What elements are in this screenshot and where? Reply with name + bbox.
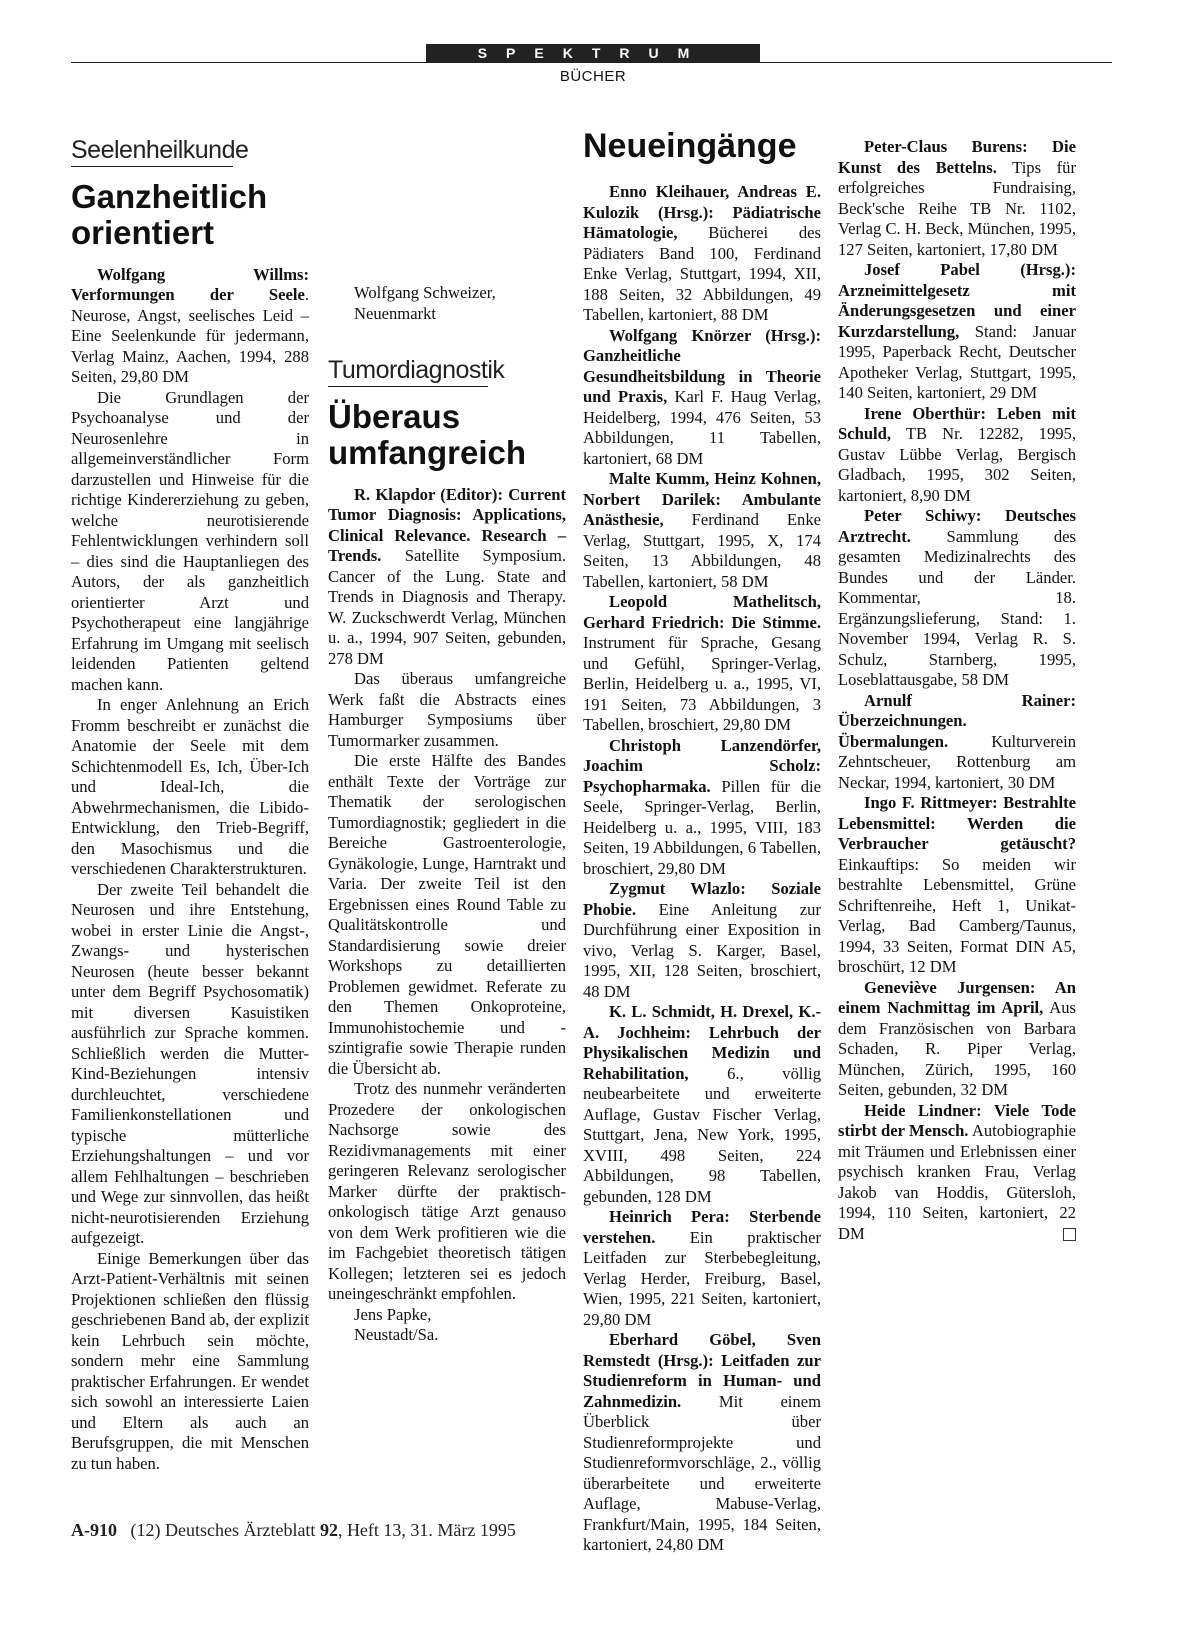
neueingaenge-list-part2	[838, 137, 1076, 1244]
article2-paragraph-3: Trotz des nunmehr veränderten Prozedere der onkologischen Nachsorge sowie des Rezidivmanagements mit einer geringeren Relevanz serologischer Marker dürfte der praktisch-onkologisch tätige Arzt genauso von dem Werk profitieren wie die im Fachgebiet theoretisch tätigen Kollegen; letzteren sei es jedoch uneingeschränkt empfohlen.	[328, 1079, 566, 1303]
book-entry	[838, 137, 1076, 260]
book-entry-title: Zygmut Wlazlo: Soziale Phobie.	[583, 879, 821, 919]
article2-headline-line2: umfangreich	[328, 433, 527, 471]
page-footer	[71, 1520, 516, 1541]
book-entry	[583, 326, 821, 470]
book-entry	[838, 506, 1076, 691]
book-entry-details: Aus dem Französischen von Barbara Schaden, R. Piper Verlag, München, Zürich, 1995, 160 Seiten, gebunden, 32 DM	[838, 998, 1076, 1099]
book-entry-title: Irene Oberthür: Leben mit Schuld,	[838, 403, 1076, 443]
book-entry-title: Christoph Lanzendörfer, Joachim Scholz: Psychopharmaka.	[583, 735, 821, 796]
book-entry	[838, 691, 1076, 794]
column-3	[583, 128, 821, 1556]
book-entry-title: Geneviève Jurgensen: An einem Nachmittag im April,	[838, 977, 1076, 1017]
subsection-label: BÜCHER	[559, 68, 627, 85]
book-entry	[583, 879, 821, 1002]
article1-paragraph-1: Die Grundlagen der Psychoanalyse und der Neurosenlehre in allgemeinverständlicher Form darzustellen und Hinweise für die richtige Kindererziehung zu geben, welche neurotisierende Fehlentwicklungen verhindern soll – dies sind die Hauptanliegen des Autors, der als ganzheitlich orientierter Arzt und Psychotherapeut eine langjährige Erfahrung im Umgang mit seelisch leidenden Patienten geltend machen kann.	[71, 387, 309, 694]
article1-paragraph-4: Einige Bemerkungen über das Arzt-Patient-Verhältnis mit seinen Projektionen schließen den flüssig geschriebenen Band ab, der explizit kein Lehrbuch sein möchte, sondern mehr eine Sammlung praktischer Erfahrungen. Er wendet sich sowohl an interessierte Laien und Eltern als auch an Berufsgruppen, die mit Menschen zu tun haben.	[71, 1248, 309, 1473]
book-entry-details: Instrument für Sprache, Gesang und Gefühl, Springer-Verlag, Berlin, Heidelberg u. a., 1995, VI, 191 Seiten, 73 Abbildungen, 3 Tabellen, broschiert, 29,80 DM	[583, 633, 821, 734]
book-entry-details: 6., völlig neubearbeitete und erweiterte Auflage, Gustav Fischer Verlag, Stuttgart, Jena, New York, 1995, XVIII, 498 Seiten, 224 Abbildungen, 98 Tabellen, gebunden, 128 DM	[583, 1063, 821, 1206]
column-1	[71, 136, 309, 1474]
article1-ref-title: Wolfgang Willms: Verformungen der Seele	[71, 264, 309, 304]
book-entry	[838, 978, 1076, 1101]
neueingaenge-list-part1	[583, 182, 821, 1556]
book-entry-title: Peter-Claus Burens: Die Kunst des Bettelns.	[838, 137, 1076, 177]
article2-author: Jens Papke,	[354, 1304, 432, 1324]
book-entry	[838, 1101, 1076, 1245]
article1-place: Neuenmarkt	[354, 303, 437, 323]
article2-headline-line1: Überaus	[328, 397, 461, 435]
book-entry-title: Ingo F. Rittmeyer: Bestrahlte Lebensmittel: Werden die Verbraucher getäuscht?	[838, 793, 1076, 853]
book-entry-details: Ein praktischer Leitfaden zur Sterbebegleitung, Verlag Herder, Freiburg, Basel, Wien, 1995, 221 Seiten, kartoniert, 29,80 DM	[583, 1227, 821, 1329]
issue-suffix: , Heft 13, 31. März 1995	[337, 1520, 516, 1540]
article2-ref-details: Satellite Symposium. Cancer of the Lung. State and Trends in Diagnosis and Therapy. W. Zuckschwerdt Verlag, München u. a., 1994, 907 Seiten, gebunden, 278 DM	[328, 546, 566, 668]
book-entry-details: Sammlung des gesamten Medizinalrechts des Bundes und der Länder. Kommentar, 18. Ergänzungslieferung, Stand: 1. November 1994, Verlag R. S. Schulz, Starnberg, 1995, Loseblattausgabe, 58 DM	[838, 526, 1076, 689]
article2-paragraph-1: Das überaus umfangreiche Werk faßt die Abstracts eines Hamburger Symposiums über Tumormarker zusammen.	[328, 669, 566, 750]
article1-headline-line2: orientiert	[71, 213, 215, 251]
book-entry-title: Leopold Mathelitsch, Gerhard Friedrich: Die Stimme.	[583, 592, 821, 632]
book-entry	[583, 1002, 821, 1207]
article1-headline-line1: Ganzheitlich	[71, 177, 268, 215]
article1-ref-details: . Neurose, Angst, seelisches Leid – Eine Seelenkunde für jedermann, Verlag Mainz, Aachen, 1994, 288 Seiten, 29,80 DM	[71, 285, 309, 386]
end-of-article-mark	[1063, 1228, 1076, 1241]
book-entry-details: Bücherei des Pädiaters Band 100, Ferdinand Enke Verlag, Stuttgart, 1994, XII, 188 Seiten, 32 Abbildungen, 49 Tabellen, kartoniert, 88 DM	[583, 223, 821, 324]
article1-headline	[71, 179, 309, 251]
book-entry-details: Mit einem Überblick über Studienreformprojekte und Studienreformvorschläge, 2., völlig überarbeitete und erweiterte Auflage, Mabuse-Verlag, Frankfurt/Main, 1995, 184 Seiten, kartoniert, 24,80 DM	[583, 1391, 821, 1554]
book-entry	[838, 793, 1076, 978]
column-4	[838, 137, 1076, 1244]
issue-volume: 92	[319, 1520, 338, 1540]
book-entry-title: Wolfgang Knörzer (Hrsg.): Ganzheitliche Gesundheitsbildung in Theorie und Praxis,	[583, 325, 821, 406]
article1-kicker: Seelenheilkunde	[71, 140, 233, 167]
article2-place: Neustadt/Sa.	[354, 1325, 439, 1344]
book-entry-title: Arnulf Rainer: Überzeichnungen. Übermalungen.	[838, 690, 1076, 751]
book-entry-title: Peter Schiwy: Deutsches Arztrecht.	[838, 506, 1076, 546]
book-entry-details: Kulturverein Zehntscheuer, Rottenburg am Neckar, 1994, kartoniert, 30 DM	[838, 731, 1076, 792]
book-entry	[583, 182, 821, 326]
book-entry	[583, 1330, 821, 1556]
book-entry-details: Pillen für die Seele, Springer-Verlag, Berlin, Heidelberg u. a., 1995, VIII, 183 Seiten, 19 Abbildungen, 6 Tabellen, broschiert, 29,80 DM	[583, 776, 821, 878]
book-entry-details: TB Nr. 12282, 1995, Gustav Lübbe Verlag, Bergisch Gladbach, 1995, 302 Seiten, kartoniert, 8,90 DM	[838, 424, 1076, 505]
book-entry-details: Karl F. Haug Verlag, Heidelberg, 1994, 476 Seiten, 53 Abbildungen, 11 Tabellen, kartoniert, 68 DM	[583, 387, 821, 468]
book-entry-details: Einkauftips: So meiden wir bestrahlte Lebensmittel, Grüne Schriftenreihe, Heft 1, Unikat-Verlag, Bad Camberg/Taunus, 1994, 33 Seiten, Format DIN A5, broschürt, 12 DM	[838, 854, 1076, 976]
book-entry	[583, 1207, 821, 1330]
neueingaenge-headline: Neueingänge	[583, 127, 797, 165]
article2-kicker: Tumordiagnostik	[328, 360, 488, 387]
book-entry-details: Ferdinand Enke Verlag, Stuttgart, 1995, X, 174 Seiten, 13 Abbildungen, 48 Tabellen, kartoniert, 58 DM	[583, 510, 821, 591]
book-entry-title: Heinrich Pera: Sterbende verstehen.	[583, 1207, 821, 1247]
book-entry-details: Eine Anleitung zur Durchführung einer Exposition in vivo, Verlag S. Karger, Basel, 1995, XII, 128 Seiten, broschiert, 48 DM	[583, 899, 821, 1001]
book-entry-title: K. L. Schmidt, H. Drexel, K.-A. Jochheim: Lehrbuch der Physikalischen Medizin und Rehabilitation,	[583, 1002, 821, 1083]
article1-paragraph-3: Der zweite Teil behandelt die Neurosen und ihre Entstehung, wobei in erster Linie die Angst-, Zwangs- und hysterischen Neurosen (heute besser bekannt unter dem Begriff Psychosomatik) mit diversen Kasuistiken ausführlich zur Sprache kommen. Schließlich werden die Mutter-Kind-Beziehungen intensiv durchleuchtet, verschiedene Familienkonstellationen und typische mütterliche Erziehungshaltungen – und vor allem Fehlhaltungen – beschrieben und Wege zur sinnvollen, das heißt nicht-neurotisierenden Erziehung aufgezeigt.	[71, 879, 309, 1247]
article2-reference	[328, 485, 566, 670]
book-entry	[583, 736, 821, 880]
book-entry	[583, 592, 821, 736]
article2-headline	[328, 399, 566, 471]
article1-author: Wolfgang Schweizer,	[354, 283, 496, 302]
book-entry	[838, 404, 1076, 507]
article2-ref-title: R. Klapdor (Editor): Current Tumor Diagnosis: Applications, Clinical Relevance. Research – Trends.	[328, 484, 566, 565]
section-label: SPEKTRUM	[426, 44, 760, 63]
issue-prefix: (12) Deutsches Ärzteblatt	[130, 1520, 320, 1540]
book-entry-title: Heide Lindner: Viele Tode stirbt der Mensch.	[838, 1100, 1076, 1140]
book-entry-details: Stand: Januar 1995, Paperback Recht, Deutscher Apotheker Verlag, Stuttgart, 1995, 140 Seiten, kartoniert, 29 DM	[838, 321, 1076, 402]
book-entry-title: Enno Kleihauer, Andreas E. Kulozik (Hrsg.): Pädiatrische Hämatologie,	[583, 182, 821, 242]
article1-signature	[328, 283, 566, 324]
book-entry	[838, 260, 1076, 404]
article1-paragraph-2: In enger Anlehnung an Erich Fromm beschreibt er zunächst die Anatomie der Seele mit dem Schichtenmodell Es, Ich, Über-Ich und Ideal-Ich, die Abwehrmechanismen, die Libido-Entwicklung, den Trieb-Begriff, den Masochismus und die verschiedenen Charakterstrukturen.	[71, 695, 309, 878]
page-number: A-910	[71, 1520, 117, 1540]
column-2-body	[328, 356, 566, 1346]
article2-paragraph-2: Die erste Hälfte des Bandes enthält Texte der Vorträge zur Thematik der serologischen Tumordiagnostik; gegliedert in die Bereiche Gastroenterologie, Gynäkologie, Lunge, Harntrakt und Varia. Der zweite Teil ist den Ergebnissen eines Round Table zu Qualitätskontrolle und Standardisierung sowie dreier Workshops zu detaillierten Problemen gewidmet. Referate zu den Themen Onkoproteine, Immunohistochemie und -szintigrafie sowie Therapie runden die Übersicht ab.	[328, 751, 566, 1078]
book-entry-title: Eberhard Göbel, Sven Remstedt (Hrsg.): Leitfaden zur Studienreform in Human- und Zahnmedizin.	[583, 1330, 821, 1411]
book-entry-title: Malte Kumm, Heinz Kohnen, Norbert Darilek: Ambulante Anästhesie,	[583, 469, 821, 529]
book-entry-details: Tips für erfolgreiches Fundraising, Beck'sche Reihe TB Nr. 1102, Verlag C. H. Beck, München, 1995, 127 Seiten, kartoniert, 17,80 DM	[838, 157, 1076, 259]
book-entry-title: Josef Pabel (Hrsg.): Arzneimittelgesetz mit Änderungsgesetzen und einer Kurzdarstellung,	[838, 260, 1076, 341]
article1-reference	[71, 265, 309, 388]
book-entry-details: Autobiographie mit Träumen und Erlebnissen einer psychisch kranken Frau, Verlag Jakob van Hoddis, Gütersloh, 1994, 110 Seiten, kartoniert, 22 DM	[838, 1121, 1076, 1243]
book-entry	[583, 469, 821, 592]
